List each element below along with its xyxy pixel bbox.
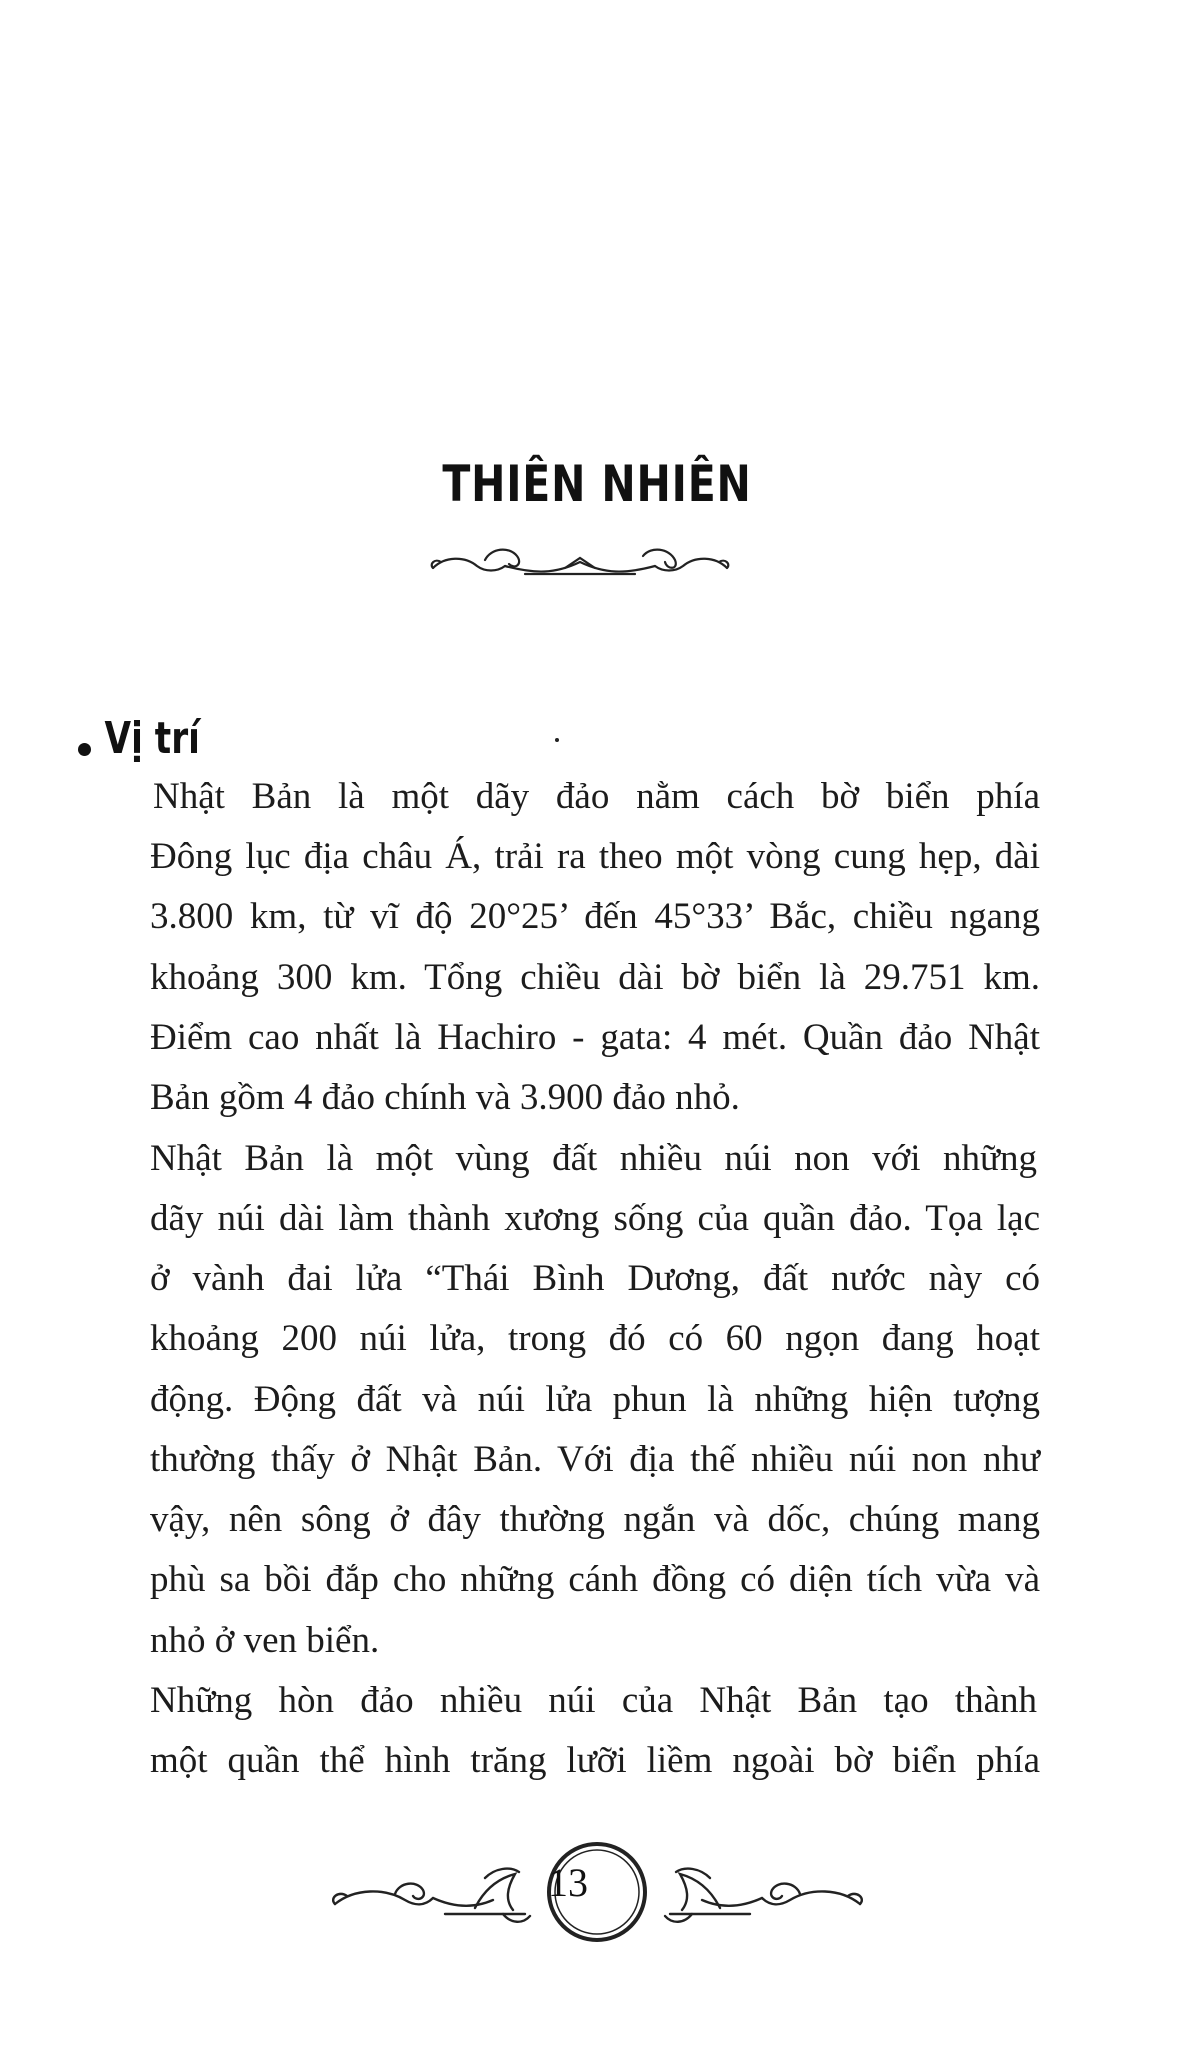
paragraph-line: phù sa bồi đắp cho những cánh đồng có diện tích vừa và xyxy=(150,1559,1040,1600)
paragraph-line: Nhật Bản là một dãy đảo nằm cách bờ biển phía xyxy=(153,776,1040,817)
paragraph-line: ở vành đai lửa “Thái Bình Dương, đất nước này có xyxy=(150,1258,1040,1299)
paragraph-line: Nhật Bản là một vùng đất nhiều núi non với những xyxy=(150,1138,1037,1179)
paragraph-line: Điểm cao nhất là Hachiro - gata: 4 mét. Quần đảo Nhật xyxy=(150,1017,1040,1058)
section-heading-text: Vị trí xyxy=(104,713,200,764)
page-number: 13 xyxy=(548,1860,588,1905)
paragraph-line: động. Động đất và núi lửa phun là những hiện tượng xyxy=(150,1379,1040,1420)
paragraph-line: Những hòn đảo nhiều núi của Nhật Bản tạo thành xyxy=(150,1680,1037,1721)
title-flourish-ornament xyxy=(425,538,735,584)
paragraph-line: khoảng 200 núi lửa, trong đó có 60 ngọn đang hoạt xyxy=(150,1318,1040,1359)
paragraph-line: khoảng 300 km. Tổng chiều dài bờ biển là 29.751 km. xyxy=(150,957,1040,998)
paragraph-line: Đông lục địa châu Á, trải ra theo một vòng cung hẹp, dài xyxy=(150,836,1040,877)
paragraph-line: thường thấy ở Nhật Bản. Với địa thế nhiều núi non như xyxy=(150,1439,1040,1480)
paragraph-line: nhỏ ở ven biển. xyxy=(150,1620,380,1661)
paragraph-line: dãy núi dài làm thành xương sống của quần đảo. Tọa lạc xyxy=(150,1198,1040,1239)
paragraph-line: một quần thể hình trăng lưỡi liềm ngoài bờ biển phía xyxy=(150,1740,1040,1781)
paragraph-line: 3.800 km, từ vĩ độ 20°25’ đến 45°33’ Bắc, chiều ngang xyxy=(150,896,1040,937)
paragraph-line: Bản gồm 4 đảo chính và 3.900 đảo nhỏ. xyxy=(150,1077,740,1118)
section-heading xyxy=(78,713,200,764)
print-speck xyxy=(555,738,559,742)
chapter-title: THIÊN NHIÊN xyxy=(442,455,752,513)
paragraph-line: vậy, nên sông ở đây thường ngắn và dốc, chúng mang xyxy=(150,1499,1040,1540)
